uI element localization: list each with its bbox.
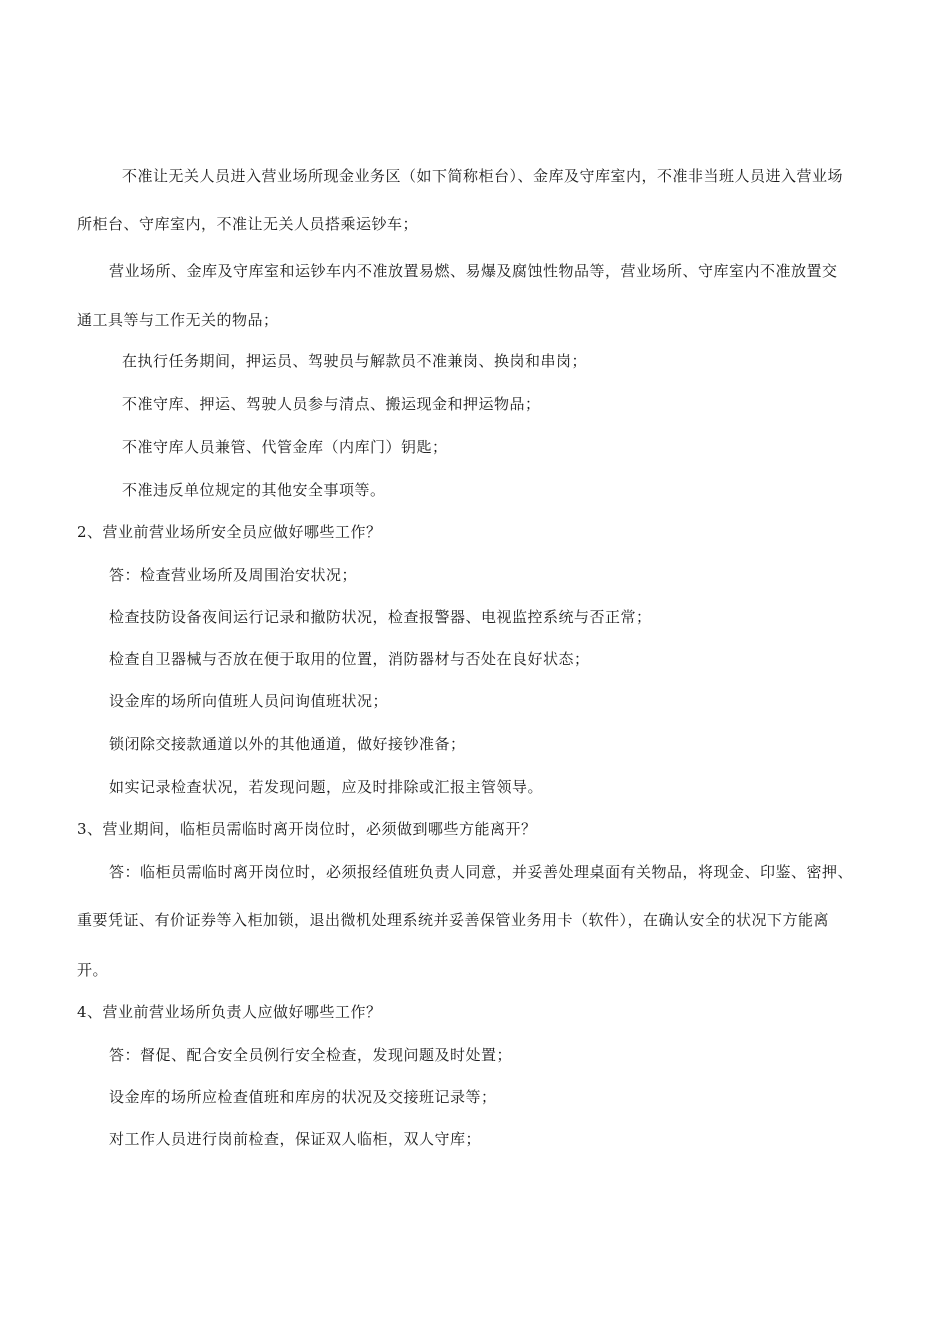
- rule-line-3: 在执行任务期间，押运员、驾驶员与解款员不准兼岗、换岗和串岗；: [122, 352, 588, 370]
- question-2: 2、营业前营业场所安全员应做好哪些工作？: [77, 523, 382, 541]
- question-3: 3、营业期间，临柜员需临时离开岗位时，必须做到哪些方能离开？: [77, 820, 537, 838]
- rule-line-2-cont: 通工具等与工作无关的物品；: [77, 311, 279, 329]
- q4-answer-1: 答：督促、配合安全员例行安全检查，发现问题及时处置；: [109, 1046, 513, 1064]
- q2-answer-4: 设金库的场所向值班人员问询值班状况；: [109, 692, 389, 710]
- q2-answer-2: 检查技防设备夜间运行记录和撤防状况，检查报警器、电视监控系统与否正常；: [109, 608, 652, 626]
- q2-answer-6: 如实记录检查状况，若发现问题，应及时排除或汇报主管领导。: [109, 778, 544, 796]
- q4-answer-3: 对工作人员进行岗前检查，保证双人临柜，双人守库；: [109, 1130, 482, 1148]
- rule-line-5: 不准守库人员兼管、代管金库（内库门）钥匙；: [122, 438, 448, 456]
- q3-answer-1-cont: 重要凭证、有价证券等入柜加锁，退出微机处理系统并妥善保管业务用卡（软件），在确认安全的状况下方能离: [77, 911, 830, 929]
- q3-answer-1: 答：临柜员需临时离开岗位时，必须报经值班负责人同意，并妥善处理桌面有关物品，将现金、印鉴、密押、: [109, 863, 854, 881]
- q4-answer-2: 设金库的场所应检查值班和库房的状况及交接班记录等；: [109, 1088, 497, 1106]
- question-4: 4、营业前营业场所负责人应做好哪些工作？: [77, 1003, 382, 1021]
- q2-answer-1: 答：检查营业场所及周围治安状况；: [109, 566, 358, 584]
- q2-answer-3: 检查自卫器械与否放在便于取用的位置，消防器材与否处在良好状态；: [109, 650, 590, 668]
- rule-line-1: 不准让无关人员进入营业场所现金业务区（如下简称柜台）、金库及守库室内，不准非当班人员进入营业场: [122, 167, 844, 185]
- rule-line-1-cont: 所柜台、守库室内，不准让无关人员搭乘运钞车；: [77, 215, 419, 233]
- q2-answer-5: 锁闭除交接款通道以外的其他通道，做好接钞准备；: [109, 735, 466, 753]
- rule-line-6: 不准违反单位规定的其他安全事项等。: [122, 481, 386, 499]
- rule-line-4: 不准守库、押运、驾驶人员参与清点、搬运现金和押运物品；: [122, 395, 541, 413]
- q3-answer-1-end: 开。: [77, 961, 109, 979]
- rule-line-2: 营业场所、金库及守库室和运钞车内不准放置易燃、易爆及腐蚀性物品等，营业场所、守库室内不准放置交: [109, 262, 838, 280]
